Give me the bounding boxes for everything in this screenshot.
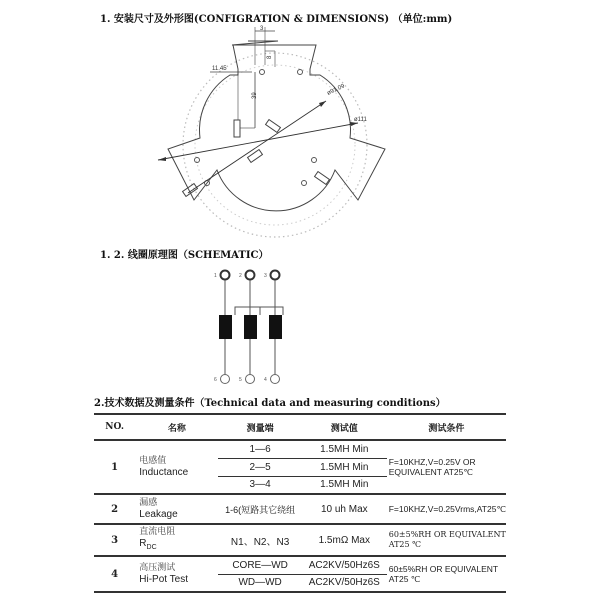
row-value: 1.5MH Min [302, 440, 387, 458]
row-value: AC2KV/50Hz6S [302, 556, 387, 574]
dim-label-3: 3 [260, 26, 264, 32]
dim-label-8: 8 [267, 55, 273, 59]
row-terminal: 1—6 [218, 440, 301, 458]
hole [302, 181, 307, 186]
row-terminal: 3—4 [218, 476, 301, 494]
name-cn: 高压测试 [139, 563, 176, 573]
row-no: 3 [94, 524, 135, 556]
row-value: 1.5mΩ Max [302, 524, 387, 556]
row-name [135, 524, 218, 556]
pin-label: 2 [239, 273, 242, 279]
slot [266, 120, 281, 133]
schematic-diagram [205, 265, 295, 390]
slot [315, 172, 330, 185]
row-terminal: CORE—WD [218, 556, 301, 574]
pin-label: 3 [264, 273, 267, 279]
row-value: 1.5MH Min [302, 458, 387, 476]
name-en: Hi-Pot Test [139, 574, 189, 585]
slot [234, 120, 240, 137]
row-condition: F=10KHZ,V=0.25Vrms,AT25℃ [387, 494, 506, 524]
table-row [94, 524, 506, 556]
table-row [94, 556, 506, 574]
row-no: 2 [94, 494, 135, 524]
arrow-icon [319, 101, 326, 107]
hole [195, 158, 200, 163]
row-terminal: 2—5 [218, 458, 301, 476]
pin-bottom-5 [246, 375, 255, 384]
row-no: 4 [94, 556, 135, 592]
pin-bottom-4 [271, 375, 280, 384]
table-row [94, 440, 506, 458]
row-terminal: WD—WD [218, 574, 301, 592]
pin-top-1 [221, 271, 230, 280]
row-value: 10 uh Max [302, 494, 387, 524]
pin-label: 6 [214, 377, 217, 383]
col-no: NO. [94, 414, 135, 440]
dim-label-outer-diameter: ø111 [354, 117, 367, 123]
table-row [94, 494, 506, 524]
winding-1 [219, 315, 232, 339]
outline-drawing [150, 25, 410, 240]
name-cn: 电感值 [139, 456, 167, 466]
section-title-dimensions: 1. 安装尺寸及外形图(CONFIGRATION & DIMENSIONS) （单位:mm) [100, 14, 453, 25]
spec-table [94, 413, 506, 593]
pin-top-2 [246, 271, 255, 280]
name-en: Inductance [139, 467, 189, 478]
core-bracket [235, 307, 283, 315]
hole [312, 158, 317, 163]
row-condition: 60±5%RH OR EQUIVALENT AT25 ℃ [387, 524, 506, 556]
name-en [139, 538, 218, 554]
dim-label-inner-diameter: ø91.09 [326, 83, 346, 97]
pin-bottom-6 [221, 375, 230, 384]
section-title-technical-data: 2.技术数据及测量条件（Technical data and measuring conditions） [94, 398, 446, 409]
row-terminal: 1-6(短路其它绕组 [218, 494, 301, 524]
dim-label-39: 39 [252, 92, 258, 99]
name-cn: 直流电阻 [139, 527, 176, 537]
rdc-sub: DC [146, 544, 157, 551]
row-value: AC2KV/50Hz6S [302, 574, 387, 592]
col-name: 名称 [135, 414, 218, 440]
winding-3 [269, 315, 282, 339]
hole [260, 70, 265, 75]
col-terminal: 测量端 [218, 414, 301, 440]
winding-2 [244, 315, 257, 339]
col-condition: 测试条件 [387, 414, 506, 440]
pin-label: 1 [214, 273, 217, 279]
pin-top-3 [271, 271, 280, 280]
hole [298, 70, 303, 75]
rdc-main: R [139, 538, 147, 549]
outer-diameter-circle [183, 53, 367, 237]
dim-label-11-45: 11.45 [212, 66, 227, 72]
row-terminal: N1、N2、N3 [218, 524, 301, 556]
diameter-line-inner [188, 101, 326, 193]
row-no: 1 [94, 440, 135, 494]
row-name [135, 440, 218, 494]
table-header-row [94, 414, 506, 440]
name-cn: 漏感 [139, 498, 158, 508]
col-value: 测试值 [302, 414, 387, 440]
row-name [135, 494, 218, 524]
arrow-icon [158, 157, 166, 161]
diameter-line-outer [158, 123, 358, 160]
row-value: 1.5MH Min [302, 476, 387, 494]
name-en: Leakage [139, 509, 178, 520]
row-condition: F=10KHZ,V=0.25V OR EQUIVALENT AT25℃ [387, 440, 506, 494]
slot [183, 184, 198, 197]
row-name [135, 556, 218, 592]
pin-label: 5 [239, 377, 242, 383]
pin-label: 4 [264, 377, 267, 383]
row-condition: 60±5%RH OR EQUIVALENT AT25 ℃ [387, 556, 506, 592]
section-title-schematic: 1. 2. 线圈原理图（SCHEMATIC） [100, 250, 269, 261]
